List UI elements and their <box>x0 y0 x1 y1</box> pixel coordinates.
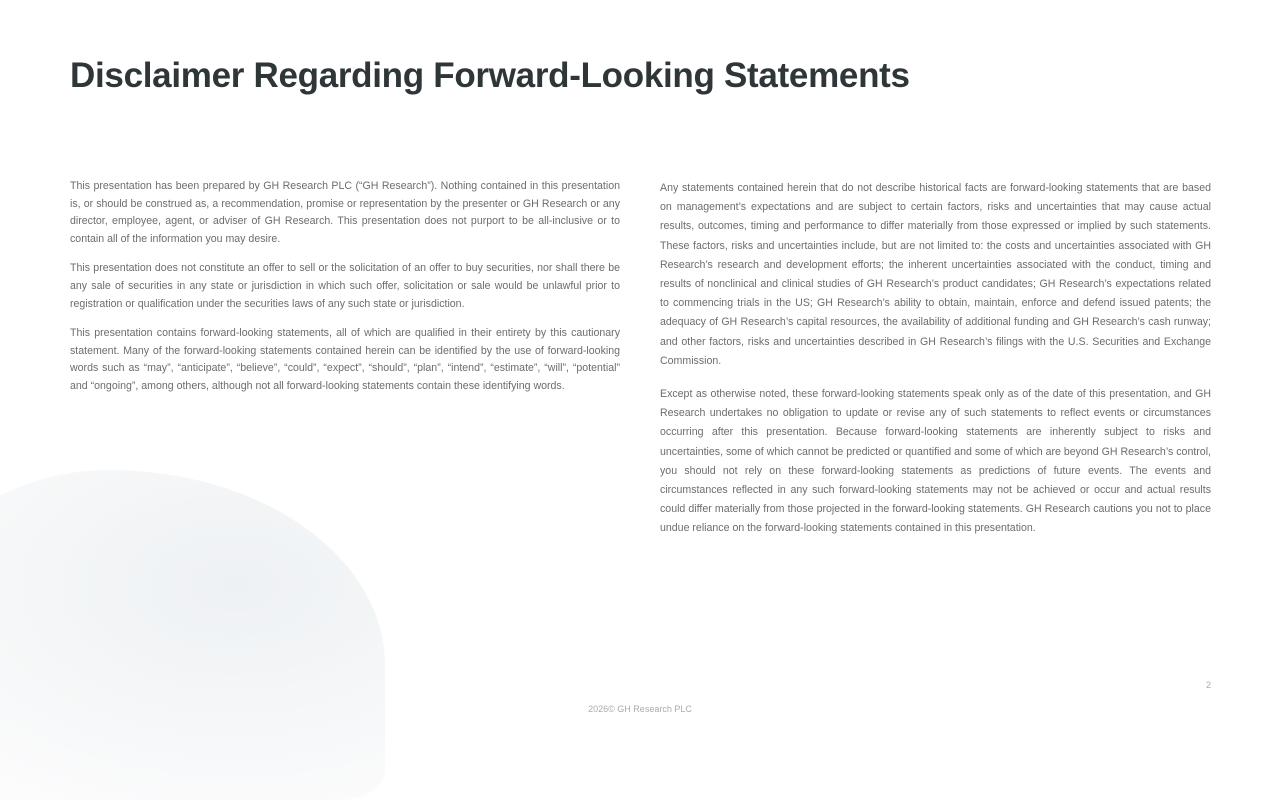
left-text-column <box>70 178 620 408</box>
right-text-column <box>660 179 1211 553</box>
left-paragraph-1: This presentation has been prepared by GH Research PLC (“GH Research”). Nothing contained in this presentation is, or should be construed as, a recommendation, promise or representation by the presenter or GH Research or any director, employee, agent, or adviser of GH Research. This presentation does not purport to be all-inclusive or to contain all of the information you may desire. <box>70 180 620 245</box>
right-paragraph-2: Except as otherwise noted, these forward-looking statements speak only as of the date of this presentation, and GH Research undertakes no obligation to update or revise any of such statements to reflect events or circumstances occurring after this presentation. Because forward-looking statements are inherently subject to risks and uncertainties, some of which cannot be predicted or quantified and some of which are beyond GH Research’s control, you should not rely on these forward-looking statements as predictions of future events. The events and circumstances reflected in any such forward-looking statements may not be achieved or occur and actual results could differ materially from those projected in the forward-looking statements. GH Research cautions you not to place undue reliance on the forward-looking statements contained in this presentation. <box>660 388 1211 535</box>
decorative-background-shape <box>0 470 385 800</box>
left-paragraph-2: This presentation does not constitute an offer to sell or the solicitation of an offer to buy securities, nor shall there be any sale of securities in any state or jurisdiction in which such offer, solicitation or sale would be unlawful prior to registration or qualification under the securities laws of any such state or jurisdiction. <box>70 262 620 310</box>
right-paragraph-1: Any statements contained herein that do not describe historical facts are forward-looking statements that are based on management’s expectations and are subject to certain factors, risks and uncertainties that may cause actual results, outcomes, timing and performance to differ materially from those expressed or implied by such statements. These factors, risks and uncertainties include, but are not limited to: the costs and uncertainties associated with GH Research’s research and development efforts; the inherent uncertainties associated with the conduct, timing and results of nonclinical and clinical studies of GH Research’s product candidates; GH Research’s expectations related to commencing trials in the US; GH Research’s ability to obtain, maintain, enforce and defend issued patents; the adequacy of GH Research’s capital resources, the availability of additional funding and GH Research’s cash runway; and other factors, risks and uncertainties described in GH Research’s filings with the U.S. Securities and Exchange Commission. <box>660 182 1211 367</box>
slide-title: Disclaimer Regarding Forward-Looking Statements <box>70 56 910 95</box>
left-paragraph-3: This presentation contains forward-looking statements, all of which are qualified in their entirety by this cautionary statement. Many of the forward-looking statements contained herein can be identified by the use of forward-looking words such as “may”, “anticipate”, “believe”, “could”, “expect”, “should”, “plan”, “intend”, “estimate”, “will”, “potential” and “ongoing”, among others, although not all forward-looking statements contain these identifying words. <box>70 327 620 392</box>
footer-copyright: 2026© GH Research PLC <box>588 704 692 714</box>
page-number: 2 <box>1205 680 1211 690</box>
